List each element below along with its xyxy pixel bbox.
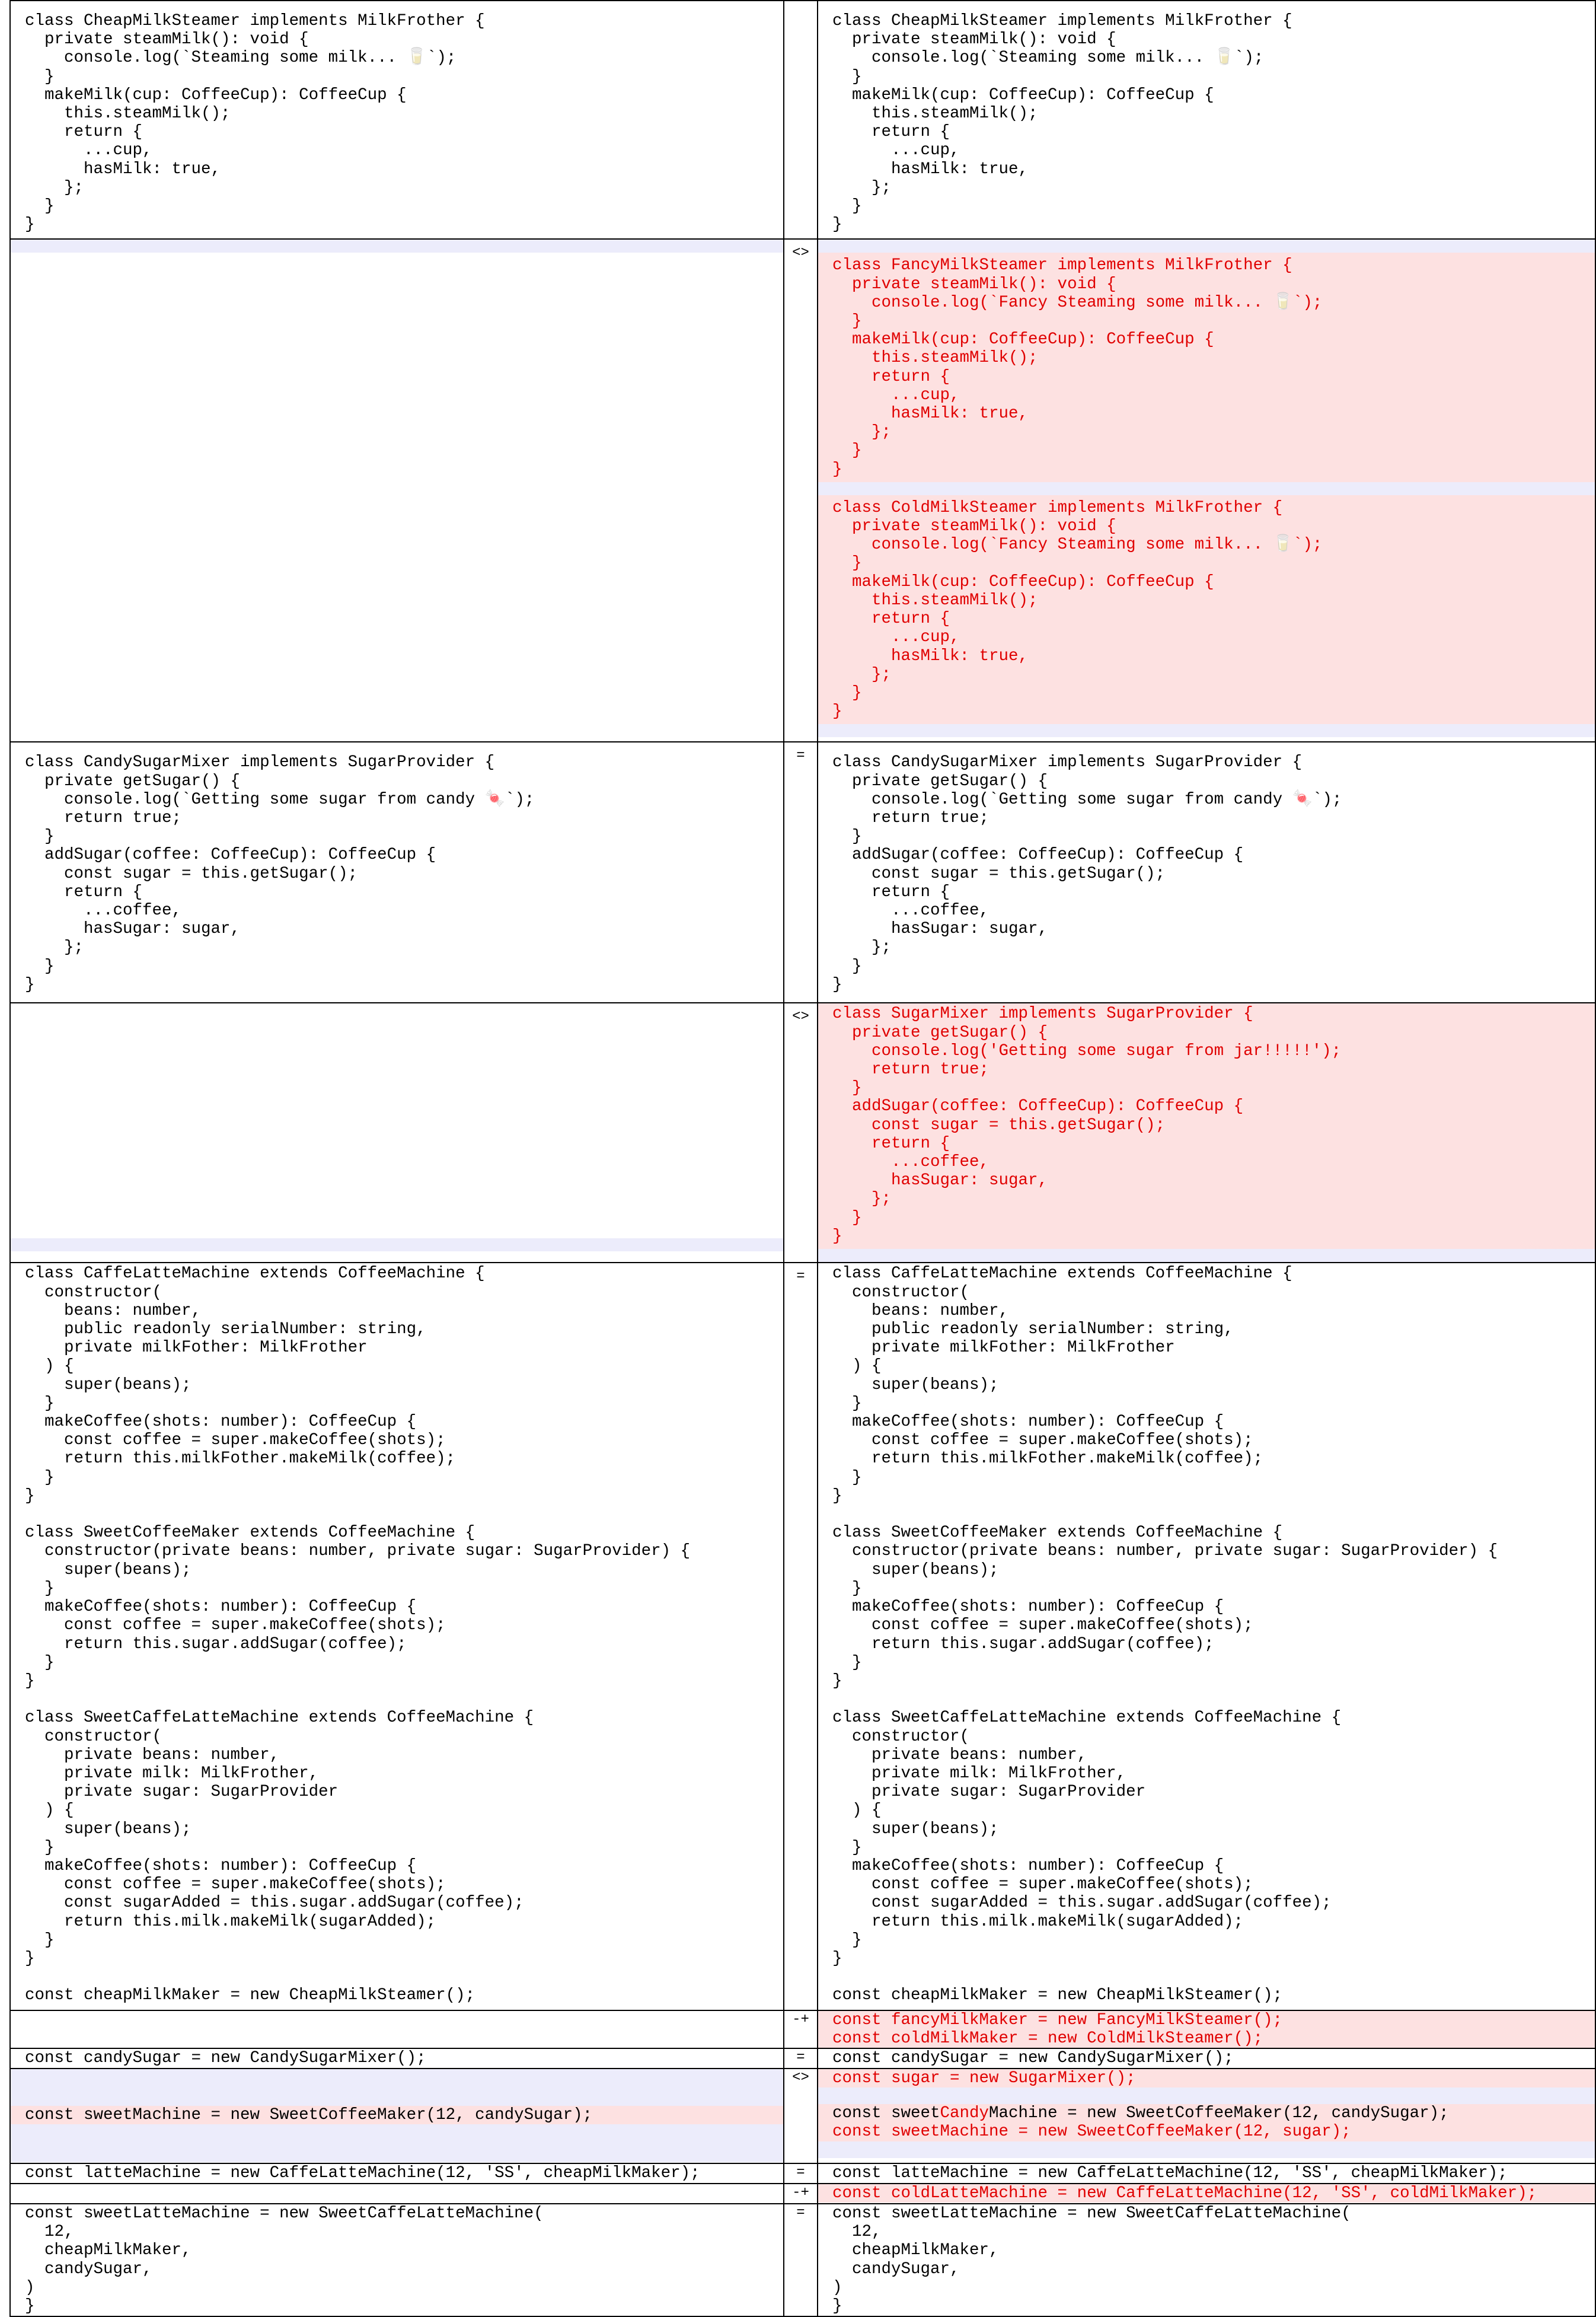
diff-marker[interactable]: -+ <box>792 2011 809 2028</box>
left-pane-cell <box>10 2163 784 2184</box>
left-pane-cell <box>10 1003 784 1263</box>
gutter-cell <box>784 2204 818 2316</box>
change-band <box>11 2124 783 2162</box>
left-code[interactable]: class CandySugarMixer implements SugarProvider { private getSugar() { console.log(`Getting some sugar from candy 🍬`); return true; } addSugar(coffee: CoffeeCup): CoffeeCup { const sugar = this.getSugar(); return { ...coffee, hasSugar: sugar, }; } } <box>25 753 535 994</box>
right-code[interactable]: class CaffeLatteMachine extends CoffeeMachine { constructor( beans: number, public readonly serialNumber: string, private milkFother: MilkFrother ) { super(beans); } makeCoffee(shots: number): CoffeeCup { const coffee = super.makeCoffee(shots); return this.milkFother.makeMilk(coffee); } } class SweetCoffeeMaker extends CoffeeMachine { constructor(private beans: number, private sugar: SugarProvider) { super(beans); } makeCoffee(shots: number): CoffeeCup { const coffee = super.makeCoffee(shots); return this.sugar.addSugar(coffee); } } class SweetCaffeLatteMachine extends CoffeeMachine { constructor( private beans: number, private milk: MilkFrother, private sugar: SugarProvider ) { super(beans); } makeCoffee(shots: number): CoffeeCup { const coffee = super.makeCoffee(shots); const sugarAdded = this.sugar.addSugar(coffee); return this.milk.makeMilk(sugarAdded); } } const cheapMilkMaker = new CheapMilkSteamer(); <box>832 1264 1498 2005</box>
diff-row-equal <box>10 1 1595 239</box>
diff-row-change <box>10 1003 1595 1263</box>
inline-highlight: Candy <box>940 2104 989 2123</box>
diff-row-equal <box>10 1263 1595 2010</box>
gutter-cell <box>784 2069 818 2163</box>
change-band <box>818 2087 1595 2104</box>
right-code[interactable]: const candySugar = new CandySugarMixer(); <box>832 2048 1234 2067</box>
diff-marker[interactable]: = <box>796 1269 805 1285</box>
right-pane-cell <box>818 1263 1595 2010</box>
right-code-changed-line[interactable] <box>818 2104 1595 2122</box>
change-band <box>818 2141 1595 2158</box>
left-code[interactable]: const sweetLatteMachine = new SweetCaffeLatteMachine( 12, cheapMilkMaker, candySugar, ) } <box>25 2204 544 2315</box>
right-code[interactable]: class CandySugarMixer implements SugarProvider { private getSugar() { console.log(`Getting some sugar from candy 🍬`); return true; } addSugar(coffee: CoffeeCup): CoffeeCup { const sugar = this.getSugar(); return { ...coffee, hasSugar: sugar, }; } } <box>832 753 1342 994</box>
right-pane-cell <box>818 2048 1595 2069</box>
gutter-cell <box>784 2048 818 2069</box>
diff-marker[interactable]: = <box>796 2164 805 2181</box>
gutter-cell <box>784 239 818 742</box>
right-pane-cell <box>818 2184 1595 2204</box>
left-pane-cell <box>10 2048 784 2069</box>
right-code-added[interactable]: const coldLatteMachine = new CaffeLatteMachine(12, 'SS', coldMilkMaker); <box>818 2184 1595 2203</box>
left-code-changed[interactable]: const sweetMachine = new SweetCoffeeMaker(12, candySugar); <box>11 2106 783 2124</box>
right-pane-cell <box>818 239 1595 742</box>
diff-marker[interactable]: = <box>796 2049 805 2066</box>
left-code[interactable]: class CaffeLatteMachine extends CoffeeMachine { constructor( beans: number, public readonly serialNumber: string, private milkFother: MilkFrother ) { super(beans); } makeCoffee(shots: number): CoffeeCup { const coffee = super.makeCoffee(shots); return this.milkFother.makeMilk(coffee); } } class SweetCoffeeMaker extends CoffeeMachine { constructor(private beans: number, private sugar: SugarProvider) { super(beans); } makeCoffee(shots: number): CoffeeCup { const coffee = super.makeCoffee(shots); return this.sugar.addSugar(coffee); } } class SweetCaffeLatteMachine extends CoffeeMachine { constructor( private beans: number, private milk: MilkFrother, private sugar: SugarProvider ) { super(beans); } makeCoffee(shots: number): CoffeeCup { const coffee = super.makeCoffee(shots); const sugarAdded = this.sugar.addSugar(coffee); return this.milk.makeMilk(sugarAdded); } } const cheapMilkMaker = new CheapMilkSteamer(); <box>25 1264 691 2005</box>
right-code-added-block[interactable]: class ColdMilkSteamer implements MilkFrother { private steamMilk(): void { console.log(`Fancy Steaming some milk... 🥛`); } makeMilk(cup: CoffeeCup): CoffeeCup { this.steamMilk(); return { ...cup, hasMilk: true, }; } } <box>818 495 1595 724</box>
gutter-cell <box>784 1263 818 2010</box>
left-code[interactable] <box>11 2011 783 2026</box>
left-code[interactable]: class CheapMilkSteamer implements MilkFrother { private steamMilk(): void { console.log(`Steaming some milk... 🥛`); } makeMilk(cup: CoffeeCup): CoffeeCup { this.steamMilk(); return { ...cup, hasMilk: true, }; } } <box>25 12 485 234</box>
change-band <box>11 1238 783 1251</box>
right-code-added[interactable]: const sugar = new SugarMixer(); <box>818 2069 1595 2087</box>
diff-row-equal <box>10 2204 1595 2316</box>
gutter-cell <box>784 1003 818 1263</box>
change-band <box>818 724 1595 737</box>
right-pane-cell <box>818 2010 1595 2048</box>
right-pane-cell <box>818 2069 1595 2163</box>
right-pane-cell <box>818 2204 1595 2316</box>
diff-row-equal <box>10 2163 1595 2184</box>
right-pane-cell <box>818 1 1595 239</box>
right-pane-cell <box>818 742 1595 1003</box>
right-pane-cell <box>818 2163 1595 2184</box>
change-band <box>818 482 1595 495</box>
diff-table <box>9 0 1596 2317</box>
diff-marker[interactable]: <> <box>792 245 809 262</box>
left-pane-cell <box>10 2204 784 2316</box>
gutter-cell <box>784 742 818 1003</box>
right-code-added[interactable]: const fancyMilkMaker = new FancyMilkSteamer(); const coldMilkMaker = new ColdMilkSteamer(); <box>818 2011 1595 2048</box>
right-pane-cell <box>818 1003 1595 1263</box>
left-pane-cell <box>10 742 784 1003</box>
left-pane-cell <box>10 2010 784 2048</box>
diff-marker[interactable]: = <box>796 748 805 764</box>
gutter-cell <box>784 2163 818 2184</box>
change-band <box>11 240 783 253</box>
change-band <box>818 1249 1595 1262</box>
diff-row-equal <box>10 2048 1595 2069</box>
diff-marker[interactable]: <> <box>792 2069 809 2086</box>
left-code[interactable] <box>11 1003 783 1238</box>
diff-marker[interactable] <box>784 1 817 6</box>
diff-row-change <box>10 239 1595 742</box>
change-band <box>11 2069 783 2106</box>
change-band <box>818 240 1595 253</box>
gutter-cell <box>784 2010 818 2048</box>
left-code[interactable] <box>11 253 783 268</box>
right-code[interactable]: class CheapMilkSteamer implements MilkFrother { private steamMilk(): void { console.log(`Steaming some milk... 🥛`); } makeMilk(cup: CoffeeCup): CoffeeCup { this.steamMilk(); return { ...cup, hasMilk: true, }; } } <box>832 12 1292 234</box>
diff-marker[interactable]: = <box>796 2204 805 2221</box>
diff-row-equal <box>10 742 1595 1003</box>
diff-row-insert <box>10 2010 1595 2048</box>
left-pane-cell <box>10 1263 784 2010</box>
right-code[interactable]: const latteMachine = new CaffeLatteMachine(12, 'SS', cheapMilkMaker); <box>832 2163 1508 2182</box>
left-pane-cell <box>10 1 784 239</box>
right-code-added-block[interactable]: class SugarMixer implements SugarProvider { private getSugar() { console.log('Getting some sugar from jar!!!!!'); return true; } addSugar(coffee: CoffeeCup): CoffeeCup { const sugar = this.getSugar(); return { ...coffee, hasSugar: sugar, }; } } <box>818 1003 1595 1249</box>
left-pane-cell <box>10 239 784 742</box>
gutter-cell <box>784 2184 818 2204</box>
left-code[interactable]: const candySugar = new CandySugarMixer(); <box>25 2048 426 2067</box>
diff-row-insert <box>10 2184 1595 2204</box>
gutter-cell <box>784 1 818 239</box>
right-code[interactable]: const sweetLatteMachine = new SweetCaffeLatteMachine( 12, cheapMilkMaker, candySugar, ) } <box>832 2204 1351 2315</box>
diff-marker[interactable]: <> <box>792 1009 809 1025</box>
diff-row-change <box>10 2069 1595 2163</box>
left-pane-cell <box>10 2184 784 2204</box>
right-code-added-block[interactable]: class FancyMilkSteamer implements MilkFrother { private steamMilk(): void { console.log(`Fancy Steaming some milk... 🥛`); } makeMilk(cup: CoffeeCup): CoffeeCup { this.steamMilk(); return { ...cup, hasMilk: true, }; } } <box>818 253 1595 482</box>
code-text: const sweet <box>832 2104 940 2123</box>
diff-marker[interactable]: -+ <box>792 2184 809 2201</box>
left-code[interactable]: const latteMachine = new CaffeLatteMachine(12, 'SS', cheapMilkMaker); <box>25 2163 700 2182</box>
code-text: Machine = new SweetCoffeeMaker(12, candySugar); <box>989 2104 1449 2123</box>
left-pane-cell <box>10 2069 784 2163</box>
right-code-added[interactable]: const sweetMachine = new SweetCoffeeMaker(12, sugar); <box>818 2122 1595 2141</box>
